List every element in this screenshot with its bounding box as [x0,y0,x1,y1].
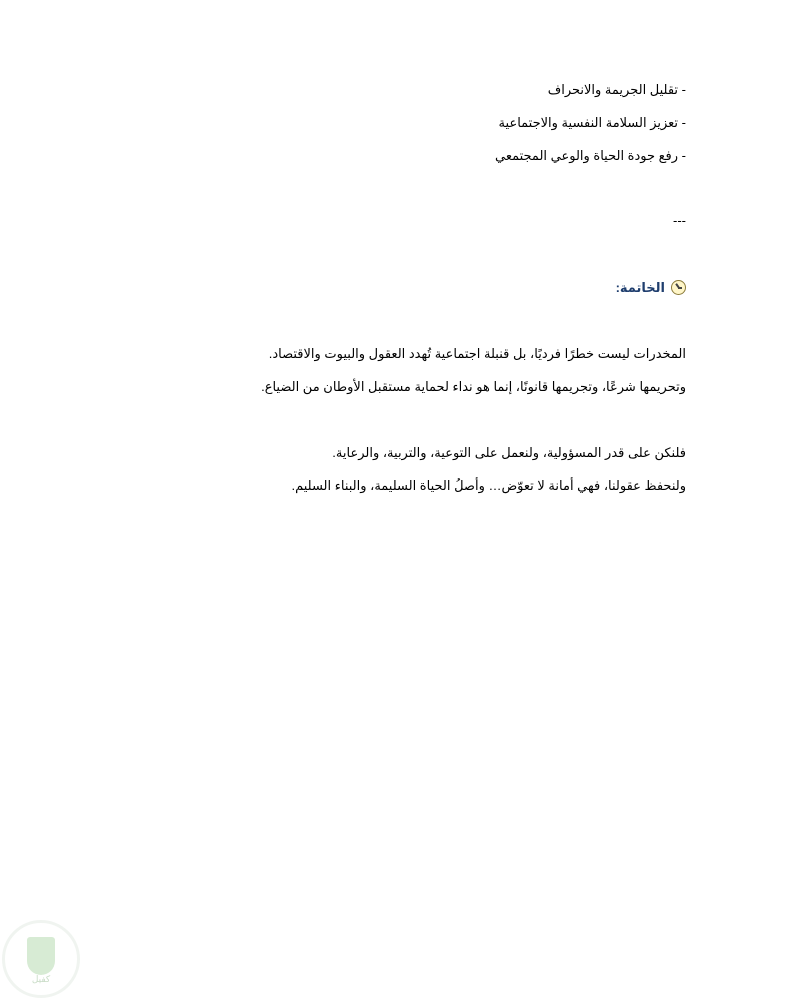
bullet-item: - تعزيز السلامة النفسية والاجتماعية [498,115,686,130]
clock-icon [671,280,686,295]
watermark-text: كفيل [31,975,51,985]
conclusion-paragraph-line: فلنكن على قدر المسؤولية، ولنعمل على التوعية، والتربية، والرعاية. [332,445,686,460]
section-separator: --- [673,213,686,228]
bullet-item: - رفع جودة الحياة والوعي المجتمعي [495,148,686,163]
bullet-item: - تقليل الجريمة والانحراف [547,82,686,97]
conclusion-title: الخاتمة: [615,280,665,295]
conclusion-heading [126,279,686,297]
leaf-logo-icon [2,920,80,998]
conclusion-paragraph-line: المخدرات ليست خطرًا فرديًا، بل قنبلة اجتماعية تُهدد العقول والبيوت والاقتصاد. [268,346,686,361]
conclusion-paragraph-line: وتحريمها شرعًا، وتجريمها قانونًا، إنما هو نداء لحماية مستقبل الأوطان من الضياع. [261,379,686,394]
conclusion-paragraph-line: ولنحفظ عقولنا، فهي أمانة لا تعوّض… وأصلُ الحياة السليمة، والبناء السليم. [291,478,686,493]
leaf-shape [27,937,55,975]
